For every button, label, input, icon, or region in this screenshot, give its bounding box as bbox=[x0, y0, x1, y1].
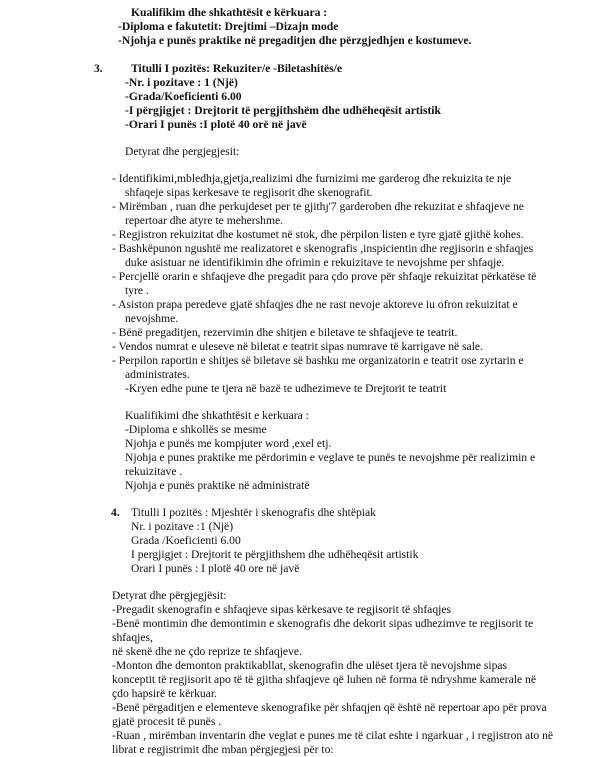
text-line: Njohja e punes praktike me përdorimin e veglave te punës te nevojshme për realizimin e bbox=[125, 451, 536, 464]
text-line: - Regjistron rekuizitat dhe kostumet në stok, dhe përpilon listen e tyre gjatë gjithë kohes. bbox=[112, 228, 524, 241]
text-line: -Orari I punës :I plotë 40 orë në javë bbox=[125, 118, 307, 131]
text-line: -Pregadit skenografin e shfaqjeve sipas kërkesave te regjisorit të shfaqjes bbox=[112, 603, 451, 616]
text-line: -Njohja e punës praktike në pregaditjen dhe përzgjedhjen e kostumeve. bbox=[118, 34, 472, 47]
text-line: -Grada/Koeficienti 6.00 bbox=[125, 90, 242, 103]
text-line: konceptit të regjisorit apo të të gjitha shfaqjeve që luhen në forma të ndryshme kamerale në bbox=[112, 673, 536, 686]
text-line: në skenë dhe ne çdo reprize te shfaqjeve. bbox=[112, 645, 302, 658]
text-line: Orari I punës : I plotë 40 ore në javë bbox=[131, 562, 300, 575]
text-line: - Identifikimi,mbledhja,gjetja,realizimi dhe furnizimi me garderog dhe rekuizita te nje bbox=[112, 172, 512, 185]
text-line: -Diploma e shkollës se mesme bbox=[125, 423, 267, 436]
text-line: tyre . bbox=[125, 284, 149, 297]
text-line: gjatë procesit të punës . bbox=[112, 715, 222, 728]
text-line: Kualifikim dhe shkathtësit e kërkuara : bbox=[131, 6, 328, 19]
text-line: shfaqjes, bbox=[112, 631, 153, 644]
text-line: -Ruan , mirëmban inventarin dhe veglat e punes me të cilat eshte i ngarkuar , i regjistron ato në bbox=[112, 729, 554, 742]
text-line: Titulli I pozitës : Mjeshtër i skenografis dhe shtëpiak bbox=[131, 506, 376, 519]
text-line: 4. bbox=[111, 506, 120, 519]
text-line: - Bënë pregaditjen, rezervimin dhe shitjen e biletave te shfaqjeve te teatrit. bbox=[112, 326, 458, 339]
text-line: - Perpilon raportin e shitjes së biletave së bashku me organizatorin e teatrit ose zyrtarin e bbox=[112, 354, 524, 367]
text-line: Kualifikimi dhe shkathtësit e kerkuara : bbox=[125, 409, 309, 422]
text-line: - Asiston prapa peredeve gjatë shfaqjes dhe ne rast nevoje aktoreve iu ofron rekuizitat e bbox=[112, 298, 518, 311]
text-line: Njohja e punës me kompjuter word ,exel etj. bbox=[125, 437, 332, 450]
text-line: çdo hapsirë te kërkuar. bbox=[112, 687, 217, 700]
text-line: -Benë montimin dhe demontimin e skenografis dhe dekorit sipas udhezimve te regjisorit te bbox=[112, 617, 534, 630]
text-line: rekuizitave . bbox=[125, 465, 183, 478]
text-line: shfaqeje sipas kerkesave te regjisorit dhe skenografit. bbox=[125, 186, 373, 199]
text-line: -Kryen edhe pune te tjera në bazë te udhezimeve te Drejtorit te teatrit bbox=[125, 382, 447, 395]
text-line: librat e regjistrimit dhe mban përgjegjesi për to: bbox=[112, 743, 334, 756]
text-line: Titulli I pozitës: Rekuziter/e -Biletashitës/e bbox=[131, 62, 343, 75]
text-line: nevojshme. bbox=[125, 312, 179, 325]
text-line: - Vendos numrat e uleseve në biletat e teatrit sipas numrave të karrigave në sale. bbox=[112, 340, 483, 353]
text-line: 3. bbox=[94, 62, 103, 75]
text-line: - Bashkëpunon ngushtë me realizatoret e skenografis ,inspicientin dhe regjisorin e shfaqjes bbox=[112, 242, 534, 255]
text-line: -Diploma e fakutetit: Drejtimi –Dizajn mode bbox=[118, 20, 339, 33]
text-line: -Benë përgaditjen e elementeve skenografike për shfaqjen që është në repertoar apo për prova bbox=[112, 701, 547, 714]
text-line: Nr. i pozitave :1 (Një) bbox=[131, 520, 234, 533]
text-line: -Nr. i pozitave : 1 (Një) bbox=[125, 76, 238, 89]
text-line: - Percjellë orarin e shfaqjeve dhe pregadit para çdo prove për shfaqje rekuizitat përkatëse të bbox=[112, 270, 537, 283]
text-line: administrates. bbox=[125, 368, 190, 381]
text-line: I pergjigjet : Drejtorit te përgjithshem dhe udhëheqësit artistik bbox=[131, 548, 419, 561]
text-line: Njohja e punës praktike në administratë bbox=[125, 479, 310, 492]
text-line: Detyrat dhe pergjegjesit: bbox=[125, 145, 240, 158]
text-line: - Mirëmban , ruan dhe perkujdeset per te gjithȷ'7 garderoben dhe rekuzitat e shfaqjeve ne bbox=[112, 200, 524, 213]
text-line: Detyrat dhe përgjegjësit: bbox=[112, 589, 227, 602]
text-line: -I përgjigjet : Drejtorit të pergjithshëm dhe udhëheqësit artistik bbox=[125, 104, 441, 117]
text-line: Grada /Koeficienti 6.00 bbox=[131, 534, 241, 547]
text-line: repertoar dhe atyre te mehershme. bbox=[125, 214, 284, 227]
text-line: -Monton dhe demonton praktikabllat, skenografin dhe ulëset tjera të nevojshme sipas bbox=[112, 659, 508, 672]
text-line: duke asistuar ne identifikimin dhe ofrimin e rekuizitave te nevojshme per shfaqje. bbox=[125, 256, 505, 269]
